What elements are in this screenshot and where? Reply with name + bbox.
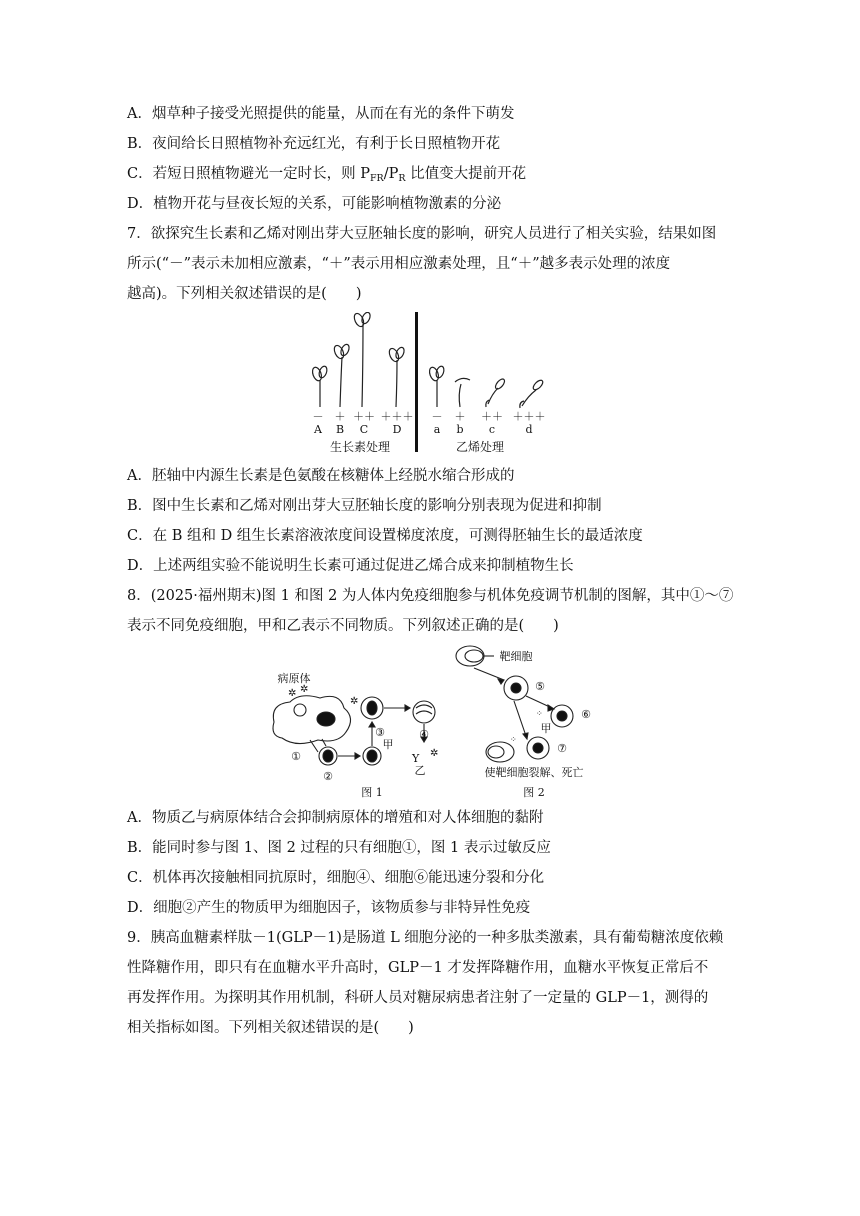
label-cell-6: ⑥ — [581, 708, 591, 721]
q7-stem-line1: 7．欲探究生长素和乙烯对刚出芽大豆胚轴长度的影响，研究人员进行了相关实验，结果如图 — [127, 226, 717, 242]
label-cell-4: ④ — [419, 728, 429, 741]
svg-text:⁘: ⁘ — [536, 709, 543, 718]
q6-option-d: D．植物开花与昼夜长短的关系，可能影响植物激素的分泌 — [127, 196, 502, 212]
auxin-letter-c: C — [359, 423, 369, 436]
label-lysis: 使靶细胞裂解、死亡 — [484, 766, 584, 779]
ethylene-sign-a: － — [431, 410, 443, 423]
q8-stem-line2: 表示不同免疫细胞，甲和乙表示不同物质。下列叙述正确的是( ) — [127, 618, 559, 634]
q8-immune-figure — [260, 644, 600, 804]
label-pathogen: 病原体 — [277, 672, 311, 685]
q7-option-d: D．上述两组实验不能说明生长素可通过促进乙烯合成来抑制植物生长 — [127, 558, 574, 574]
label-jia-fig1: 甲 — [382, 738, 394, 751]
label-cell-5: ⑤ — [535, 680, 545, 693]
q7-stem-line3: 越高)。下列相关叙述错误的是( ) — [127, 286, 362, 302]
ethylene-letter-d: d — [525, 423, 533, 436]
auxin-sign-c: ＋＋ — [353, 410, 375, 423]
q6-option-c: C．若短日照植物避光一定时长，则 $P_{FR}/P_R$ 比值变大提前开花 — [127, 166, 527, 184]
q6-option-a: A．烟草种子接受光照提供的能量，从而在有光的条件下萌发 — [127, 106, 515, 122]
label-cell-7: ⑦ — [557, 742, 567, 755]
auxin-sign-d: ＋＋＋ — [380, 410, 414, 423]
q9-stem-line2: 性降糖作用，即只有在血糖水平升高时，GLP－1 才发挥降糖作用，血糖水平恢复正常后不 — [127, 960, 709, 976]
q6-option-b: B．夜间给长日照植物补充远红光，有利于长日照植物开花 — [127, 136, 501, 152]
label-cell-2: ② — [323, 770, 333, 783]
auxin-letter-b: B — [335, 423, 345, 436]
auxin-letter-a: A — [314, 423, 322, 436]
svg-text:✲: ✲ — [300, 684, 309, 695]
ethylene-letter-b: b — [456, 423, 464, 436]
svg-text:Y: Y — [412, 752, 420, 765]
q8-option-c: C．机体再次接触相同抗原时，细胞④、细胞⑥能迅速分裂和分化 — [127, 870, 545, 886]
ethylene-sign-d: ＋＋＋ — [512, 410, 546, 423]
q7-option-c: C．在 B 组和 D 组生长素溶液浓度间设置梯度浓度，可测得胚轴生长的最适浓度 — [127, 528, 643, 544]
ethylene-sign-b: ＋ — [454, 410, 466, 423]
auxin-caption: 生长素处理 — [329, 440, 391, 454]
ethylene-letter-c: c — [488, 423, 496, 436]
q7-option-b: B．图中生长素和乙烯对刚出芽大豆胚轴长度的影响分别表现为促进和抑制 — [127, 498, 602, 514]
q8-stem-line1: 8．(2025·福州期末)图 1 和图 2 为人体内免疫细胞参与机体免疫调节机制的图解，其中①～⑦ — [127, 588, 734, 604]
label-yi: 乙 — [414, 764, 426, 777]
label-figure-1: 图 1 — [361, 786, 383, 799]
q8-option-d: D．细胞②产生的物质甲为细胞因子，该物质参与非特异性免疫 — [127, 900, 531, 916]
svg-text:✲: ✲ — [350, 696, 359, 707]
q7-seedling-figure — [300, 312, 560, 462]
ethylene-sign-c: ＋＋ — [481, 410, 503, 423]
q9-stem-line3: 再发挥作用。为探明其作用机制，科研人员对糖尿病患者注射了一定量的 GLP－1，测得的 — [127, 990, 709, 1006]
q7-stem-line2: 所示(“－”表示未加相应激素，“＋”表示用相应激素处理，且“＋”越多表示处理的浓度 — [127, 256, 671, 272]
q8-option-a: A．物质乙与病原体结合会抑制病原体的增殖和对人体细胞的黏附 — [127, 810, 544, 826]
q9-stem-line4: 相关指标如图。下列相关叙述错误的是( ) — [127, 1020, 414, 1036]
q7-option-a: A．胚轴中内源生长素是色氨酸在核糖体上经脱水缩合形成的 — [127, 468, 515, 484]
label-cell-1: ① — [291, 750, 301, 763]
auxin-sign-a: － — [312, 410, 324, 423]
q8-option-b: B．能同时参与图 1、图 2 过程的只有细胞①，图 1 表示过敏反应 — [127, 840, 551, 856]
q9-stem-line1: 9．胰高血糖素样肽－1(GLP－1)是肠道 L 细胞分泌的一种多肽类激素，具有葡萄糖浓度依赖 — [127, 930, 724, 946]
label-target-cell: 靶细胞 — [499, 650, 533, 663]
auxin-letter-d: D — [392, 423, 402, 436]
ethylene-caption: 乙烯处理 — [455, 440, 505, 454]
ethylene-letter-a: a — [433, 423, 441, 436]
label-cell-3: ③ — [375, 726, 385, 739]
svg-text:✲: ✲ — [430, 748, 439, 759]
auxin-sign-b: ＋ — [334, 410, 346, 423]
label-jia-fig2: 甲 — [540, 722, 552, 735]
label-figure-2: 图 2 — [523, 786, 545, 799]
svg-text:⁘: ⁘ — [510, 735, 517, 744]
svg-text:✲: ✲ — [288, 688, 297, 699]
